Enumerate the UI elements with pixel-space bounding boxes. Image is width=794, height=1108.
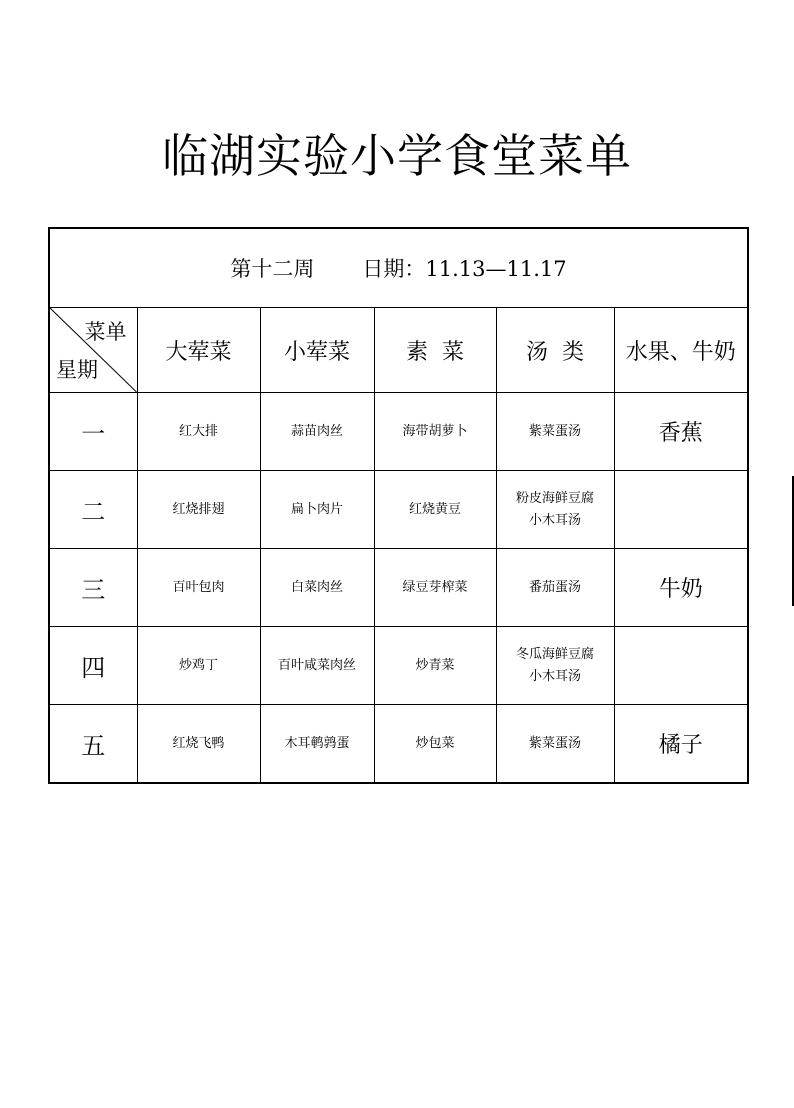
- fruit-milk-cell: 牛奶: [614, 549, 748, 627]
- main-meat-cell: 红烧飞鸭: [137, 705, 260, 784]
- column-header-main-meat: 大荤菜: [137, 308, 260, 393]
- soup-cell: [496, 627, 614, 705]
- main-meat-cell: 红烧排翅: [137, 471, 260, 549]
- soup-cell: [496, 393, 614, 471]
- column-header-fruit-milk: 水果、牛奶: [614, 308, 748, 393]
- soup-line: 粉皮海鲜豆腐: [515, 490, 594, 506]
- date-label: 日期：11.13—11.17: [362, 257, 567, 281]
- soup-line: 小木耳汤: [528, 668, 581, 684]
- menu-table: [48, 227, 749, 784]
- weekday-cell: 一: [49, 393, 137, 471]
- table-row: [49, 705, 748, 784]
- fruit-milk-cell: 香蕉: [614, 393, 748, 471]
- weekday-cell: 二: [49, 471, 137, 549]
- weekday-cell: 四: [49, 627, 137, 705]
- table-row: [49, 627, 748, 705]
- soup-line: 小木耳汤: [528, 512, 581, 528]
- side-meat-cell: 白菜肉丝: [260, 549, 374, 627]
- soup-cell: [496, 471, 614, 549]
- corner-header-cell: [49, 308, 137, 393]
- fruit-milk-cell: [614, 627, 748, 705]
- soup-cell: [496, 549, 614, 627]
- week-info-row: [49, 228, 748, 308]
- header-row: [49, 308, 748, 393]
- weekday-cell: 三: [49, 549, 137, 627]
- table-row: [49, 471, 748, 549]
- vegetable-cell: 炒青菜: [374, 627, 496, 705]
- weekday-cell: 五: [49, 705, 137, 784]
- main-meat-cell: 百叶包肉: [137, 549, 260, 627]
- vegetable-cell: 海带胡萝卜: [374, 393, 496, 471]
- vegetable-cell: 炒包菜: [374, 705, 496, 784]
- corner-label-weekday: 星期: [56, 358, 98, 382]
- page-title: 临湖实验小学食堂菜单: [162, 129, 632, 183]
- vegetable-cell: 绿豆芽榨菜: [374, 549, 496, 627]
- column-header-soup: 汤 类: [496, 308, 614, 393]
- soup-line: 番茄蛋汤: [528, 579, 581, 595]
- side-meat-cell: 扁卜肉片: [260, 471, 374, 549]
- week-info-cell: [49, 228, 748, 308]
- column-header-vegetable: 素 菜: [374, 308, 496, 393]
- fruit-milk-cell: [614, 471, 748, 549]
- fruit-milk-cell: 橘子: [614, 705, 748, 784]
- soup-cell: [496, 705, 614, 784]
- table-row: [49, 549, 748, 627]
- soup-line: 紫菜蛋汤: [528, 423, 581, 439]
- side-meat-cell: 百叶咸菜肉丝: [260, 627, 374, 705]
- column-header-side-meat: 小荤菜: [260, 308, 374, 393]
- table-row: [49, 393, 748, 471]
- corner-label-menu: 菜单: [84, 320, 127, 344]
- week-label: 第十二周: [230, 257, 315, 281]
- soup-line: 冬瓜海鲜豆腐: [515, 646, 594, 662]
- side-meat-cell: 蒜苗肉丝: [260, 393, 374, 471]
- main-meat-cell: 红大排: [137, 393, 260, 471]
- soup-line: 紫菜蛋汤: [528, 735, 581, 751]
- vegetable-cell: 红烧黄豆: [374, 471, 496, 549]
- side-meat-cell: 木耳鹌鹑蛋: [260, 705, 374, 784]
- main-meat-cell: 炒鸡丁: [137, 627, 260, 705]
